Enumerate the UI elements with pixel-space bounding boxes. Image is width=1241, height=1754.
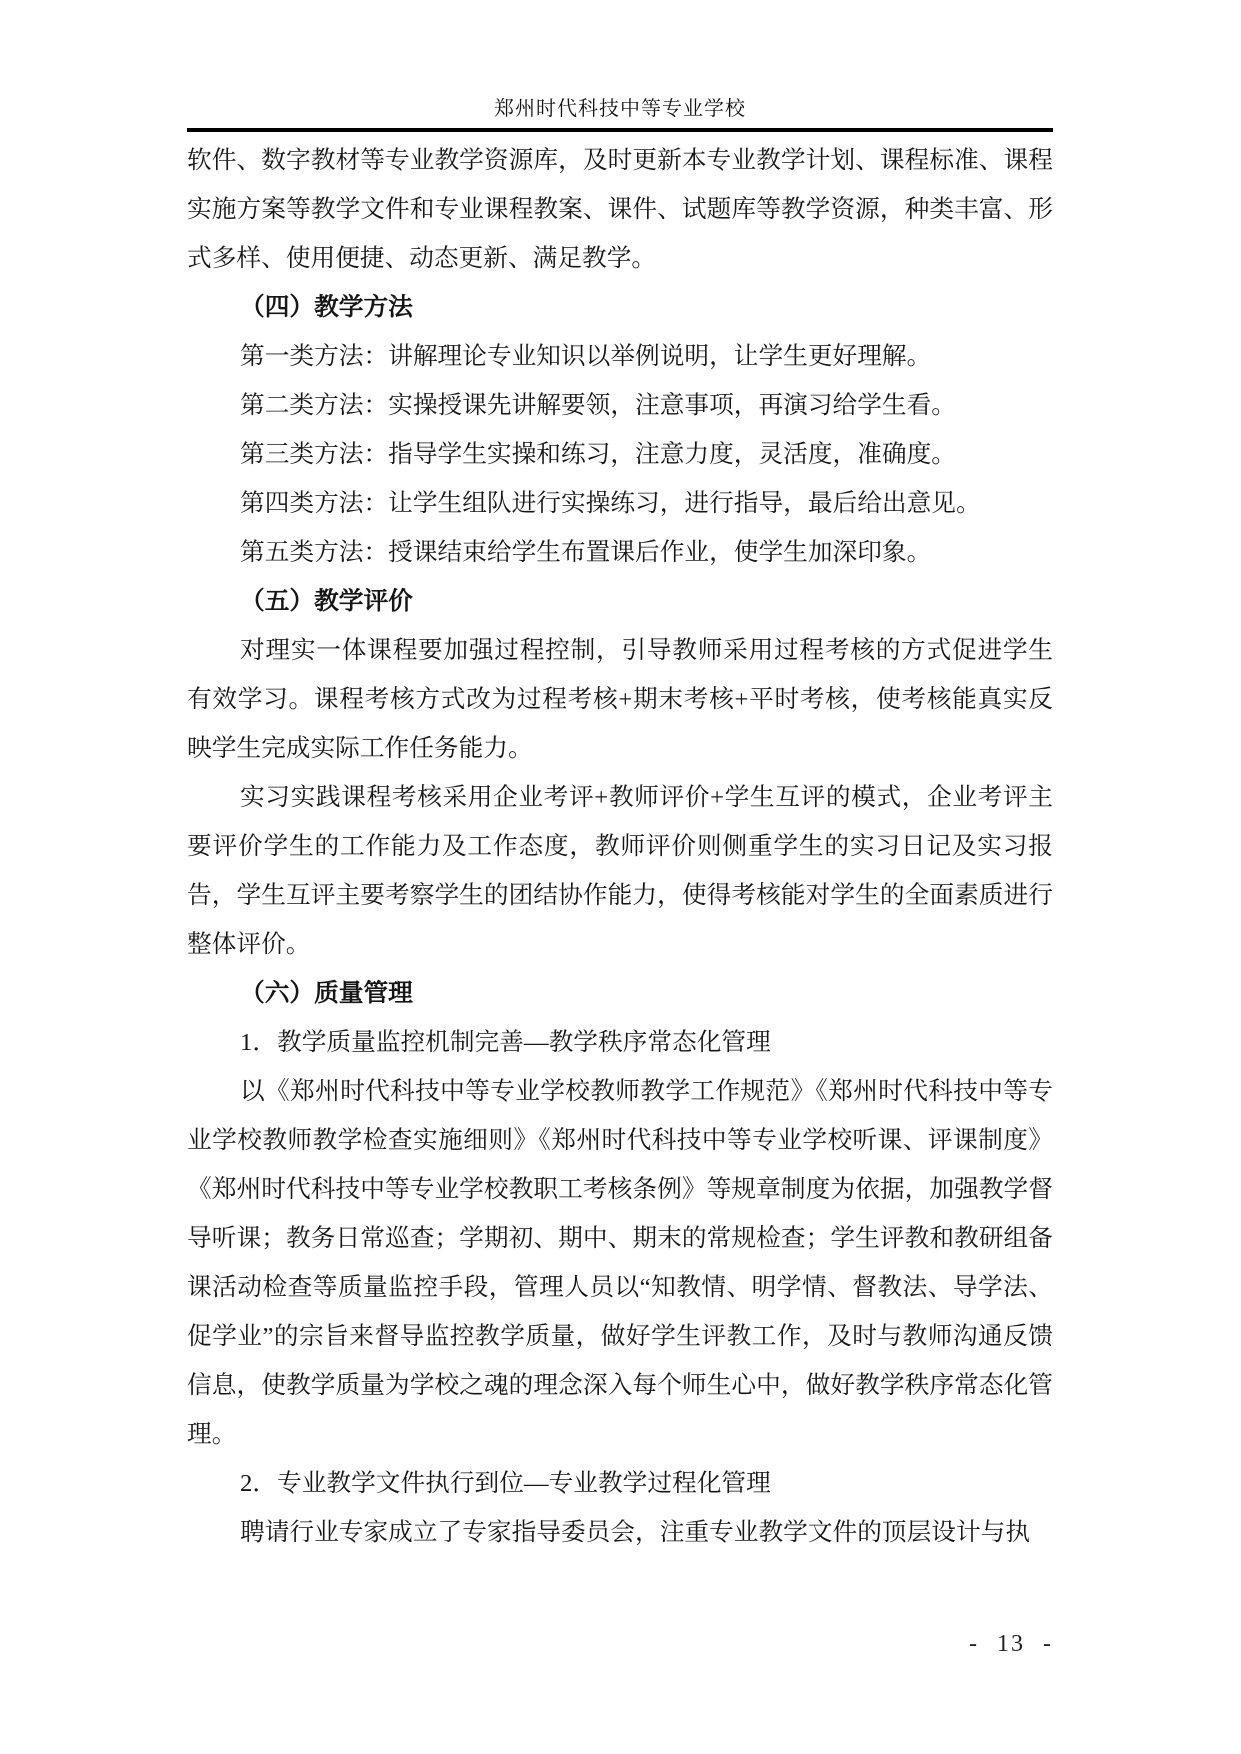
paragraph: 2．专业教学文件执行到位—专业教学过程化管理 bbox=[240, 1470, 771, 1497]
paragraph: 第二类方法：实操授课先讲解要领，注意事项，再演习给学生看。 bbox=[240, 392, 956, 419]
paragraph: 第三类方法：指导学生实操和练习，注意力度，灵活度，准确度。 bbox=[240, 441, 956, 468]
section-heading-teaching-methods: （四）教学方法 bbox=[240, 294, 413, 321]
paragraph: 1．教学质量监控机制完善—教学秩序常态化管理 bbox=[240, 1029, 771, 1056]
paragraph: 对理实一体课程要加强过程控制，引导教师采用过程考核的方式促进学生有效学习。课程考核方式改为过程考核+期末考核+平时考核，使考核能真实反映学生完成实际工作任务能力。 bbox=[187, 637, 1053, 762]
paragraph: 聘请行业专家成立了专家指导委员会，注重专业教学文件的顶层设计与执 bbox=[240, 1519, 1031, 1546]
section-heading-quality-management: （六）质量管理 bbox=[240, 980, 413, 1007]
section-heading-teaching-evaluation: （五）教学评价 bbox=[240, 588, 413, 615]
paragraph: 第一类方法：讲解理论专业知识以举例说明，让学生更好理解。 bbox=[240, 343, 932, 370]
paragraph: 以《郑州时代科技中等专业学校教师教学工作规范》《郑州时代科技中等专业学校教师教学检查实施细则》《郑州时代科技中等专业学校听课、评课制度》《郑州时代科技中等专业学校教职工考核条例》等规章制度为依据，加强教学督导听课；教务日常巡查；学期初、期中、期末的常规检查；学生评教和教研组备课活动检查等质量监控手段，管理人员以“知教情、明学情、督教法、导学法、促学业”的宗旨来督导监控教学质量，做好学生评教工作，及时与教师沟通反馈信息，使教学质量为学校之魂的理念深入每个师生心中，做好教学秩序常态化管理。 bbox=[187, 1078, 1053, 1448]
page-number: - 13 - bbox=[969, 1631, 1053, 1657]
paragraph: 第四类方法：让学生组队进行实操练习，进行指导，最后给出意见。 bbox=[240, 490, 981, 517]
paragraph: 软件、数字教材等专业教学资源库，及时更新本专业教学计划、课程标准、课程实施方案等教学文件和专业课程教案、课件、试题库等教学资源，种类丰富、形式多样、使用便捷、动态更新、满足教学。 bbox=[187, 147, 1053, 272]
paragraph: 实习实践课程考核采用企业考评+教师评价+学生互评的模式，企业考评主要评价学生的工作能力及工作态度，教师评价则侧重学生的实习日记及实习报告，学生互评主要考察学生的团结协作能力，使得考核能对学生的全面素质进行整体评价。 bbox=[187, 784, 1053, 958]
document-body bbox=[187, 136, 1053, 1557]
header-rule bbox=[187, 128, 1053, 132]
paragraph: 第五类方法：授课结束给学生布置课后作业，使学生加深印象。 bbox=[240, 539, 932, 566]
page-header-school-name: 郑州时代科技中等专业学校 bbox=[494, 98, 746, 120]
